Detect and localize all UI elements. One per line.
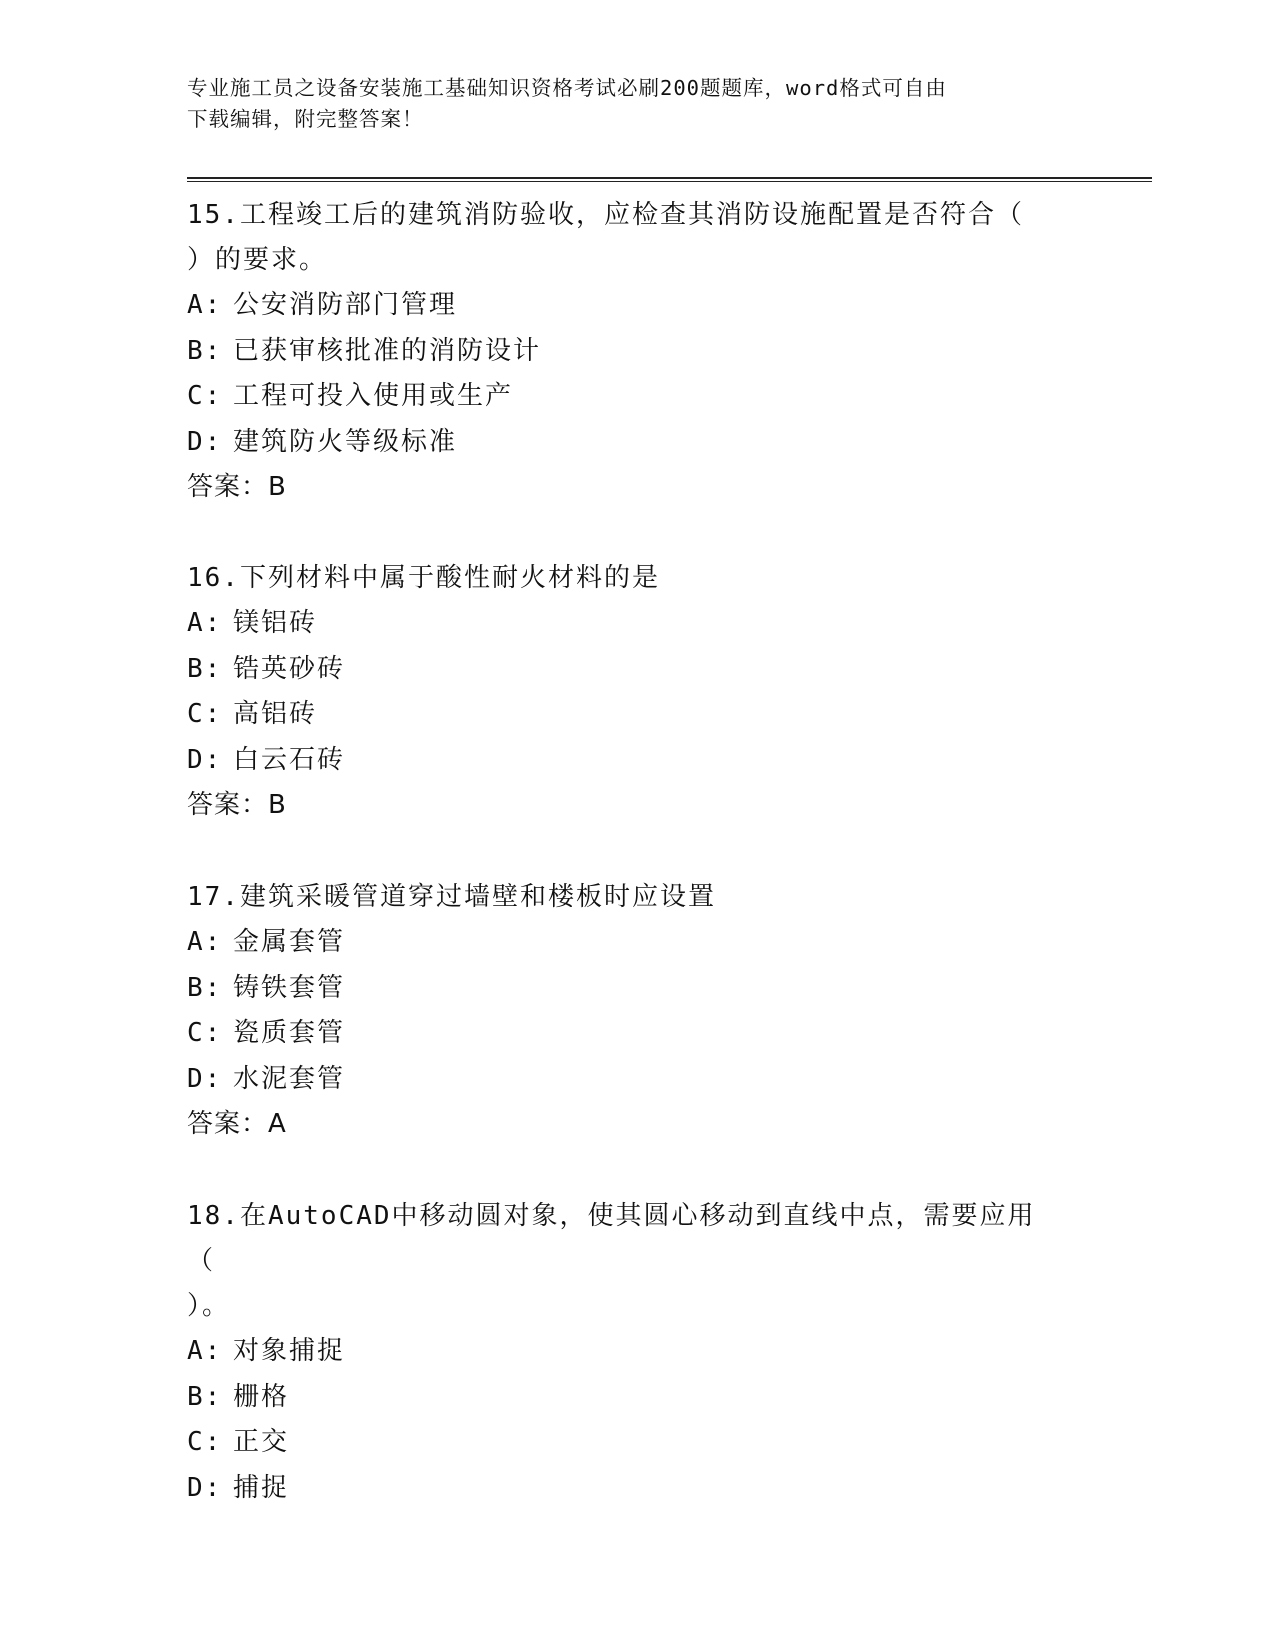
question-18 [187,1194,1087,1511]
answer-line: 答案：B [187,472,287,502]
document-header [187,73,1067,135]
option-key: D: [187,426,223,457]
option-text: 建筑防火等级标准 [233,426,458,457]
answer-line: 答案：A [187,1109,287,1139]
header-line-2: 下载编辑，附完整答案！ [187,107,424,131]
option-key: A: [187,927,223,957]
option-key: D: [187,744,223,775]
header-line-1: 专业施工员之设备安装施工基础知识资格考试必刷200题题库，word格式可自由 [187,76,947,100]
option-c [187,374,1087,420]
question-16 [187,556,1087,828]
option-c [187,1011,1087,1057]
option-a [187,920,1087,966]
option-text: 锆英砂砖 [233,653,346,684]
option-a [187,1329,1087,1375]
option-text: 栅格 [233,1381,290,1412]
option-text: 对象捕捉 [233,1336,346,1366]
option-key: B: [187,972,223,1003]
header-divider-thin [187,181,1152,182]
option-key: D: [187,1063,223,1094]
option-key: C: [187,381,223,411]
option-a [187,283,1087,329]
option-key: B: [187,1381,223,1412]
option-b [187,647,1087,693]
option-text: 捕捉 [233,1472,290,1503]
question-stem-line-2: ）。 [187,1291,231,1321]
option-text: 高铝砖 [233,699,318,729]
option-key: C: [187,1427,223,1457]
question-stem-line-1: 18.在AutoCAD中移动圆对象，使其圆心移动到直线中点，需要应用（ [187,1201,1036,1276]
option-d [187,1466,1087,1512]
option-key: A: [187,290,223,320]
option-d [187,738,1087,784]
answer-line: 答案：B [187,790,287,820]
option-text: 瓷质套管 [233,1018,346,1048]
option-key: A: [187,1336,223,1366]
question-17 [187,875,1087,1147]
option-text: 公安消防部门管理 [233,290,458,320]
option-c [187,1420,1087,1466]
question-stem-line-1: 16.下列材料中属于酸性耐火材料的是 [187,563,660,593]
header-divider-thick [187,177,1152,179]
option-text: 白云石砖 [233,744,346,775]
option-key: D: [187,1472,223,1503]
option-key: B: [187,335,223,366]
option-key: C: [187,1018,223,1048]
option-c [187,692,1087,738]
option-text: 铸铁套管 [233,972,346,1003]
option-a [187,601,1087,647]
question-stem-line-2: ）的要求。 [187,245,328,275]
question-15 [187,193,1087,510]
option-text: 正交 [233,1427,290,1457]
option-text: 镁铝砖 [233,608,318,638]
option-key: A: [187,608,223,638]
option-d [187,1057,1087,1103]
option-text: 水泥套管 [233,1063,346,1094]
option-d [187,420,1087,466]
option-b [187,329,1087,375]
question-stem-line-1: 15.工程竣工后的建筑消防验收，应检查其消防设施配置是否符合（ [187,200,1024,230]
option-text: 金属套管 [233,927,346,957]
option-text: 已获审核批准的消防设计 [233,335,542,366]
option-text: 工程可投入使用或生产 [233,381,514,411]
option-key: C: [187,699,223,729]
option-b [187,1375,1087,1421]
question-stem-line-1: 17.建筑采暖管道穿过墙壁和楼板时应设置 [187,882,716,912]
option-key: B: [187,653,223,684]
option-b [187,966,1087,1012]
